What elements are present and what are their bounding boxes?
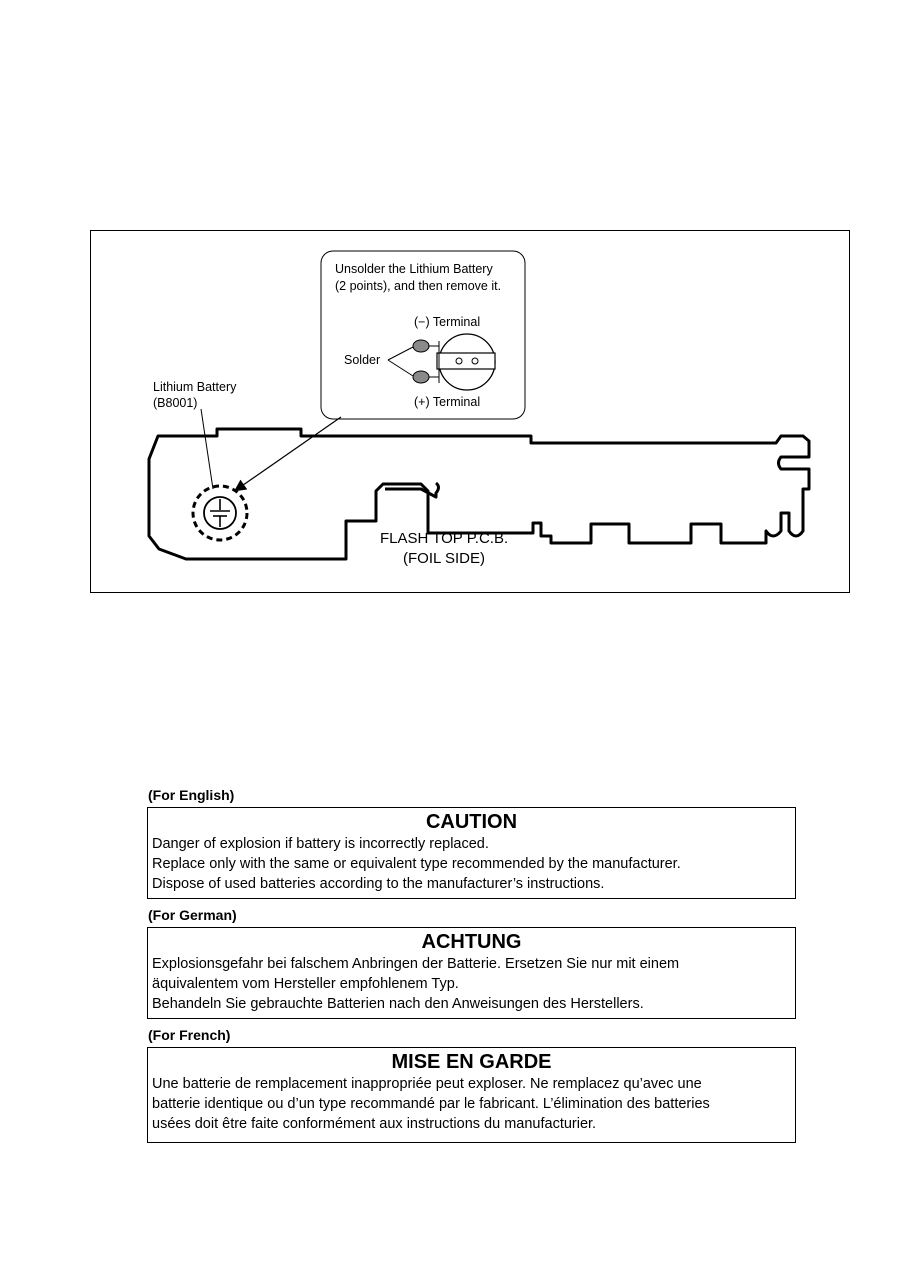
language-label-german: (For German) bbox=[148, 907, 237, 923]
battery-removal-figure bbox=[90, 230, 850, 593]
battery-terminal-tab bbox=[437, 353, 495, 369]
language-label-french: (For French) bbox=[148, 1027, 231, 1043]
solder-point-negative bbox=[413, 340, 429, 352]
solder-label: Solder bbox=[344, 353, 381, 367]
callout-text-line1: Unsolder the Lithium Battery bbox=[335, 262, 493, 276]
language-label-english: (For English) bbox=[148, 787, 235, 803]
caution-line: batterie identique ou d’un type recommandé par le fabricant. L’élimination des batteries bbox=[152, 1096, 710, 1112]
pcb-diagram bbox=[91, 231, 851, 594]
pcb-side-label: (FOIL SIDE) bbox=[403, 550, 485, 567]
caution-line: Behandeln Sie gebrauchte Batterien nach den Anweisungen des Herstellers. bbox=[152, 996, 644, 1012]
battery-dashed-circle bbox=[193, 486, 247, 540]
caution-box-german bbox=[147, 927, 796, 1019]
pcb-label: FLASH TOP P.C.B. bbox=[380, 530, 509, 547]
caution-line: äquivalentem vom Hersteller empfohlenem Typ. bbox=[152, 976, 459, 992]
caution-title: MISE EN GARDE bbox=[391, 1051, 552, 1073]
caution-line: Replace only with the same or equivalent type recommended by the manufacturer. bbox=[152, 856, 681, 872]
caution-line: Dispose of used batteries according to the manufacturer’s instructions. bbox=[152, 876, 605, 892]
caution-line: Une batterie de remplacement inappropriée peut exploser. Ne remplacez qu’avec une bbox=[152, 1076, 702, 1092]
solder-point-positive bbox=[413, 371, 429, 383]
caution-line: Explosionsgefahr bei falschem Anbringen der Batterie. Ersetzen Sie nur mit einem bbox=[152, 956, 680, 972]
callout-box bbox=[321, 251, 525, 419]
caution-line: usées doit être faite conformément aux instructions du manufacturier. bbox=[152, 1116, 597, 1132]
lithium-battery-label: Lithium Battery bbox=[153, 380, 237, 394]
positive-terminal-label: (+) Terminal bbox=[414, 395, 481, 409]
caution-line: Danger of explosion if battery is incorrectly replaced. bbox=[152, 836, 489, 852]
callout-text-line2: (2 points), and then remove it. bbox=[335, 279, 502, 293]
battery-part-number: (B8001) bbox=[153, 396, 198, 410]
negative-terminal-label: (−) Terminal bbox=[414, 315, 481, 329]
caution-box-english bbox=[147, 807, 796, 899]
caution-title: ACHTUNG bbox=[421, 931, 522, 953]
caution-box-french bbox=[147, 1047, 796, 1143]
caution-title: CAUTION bbox=[425, 811, 518, 833]
